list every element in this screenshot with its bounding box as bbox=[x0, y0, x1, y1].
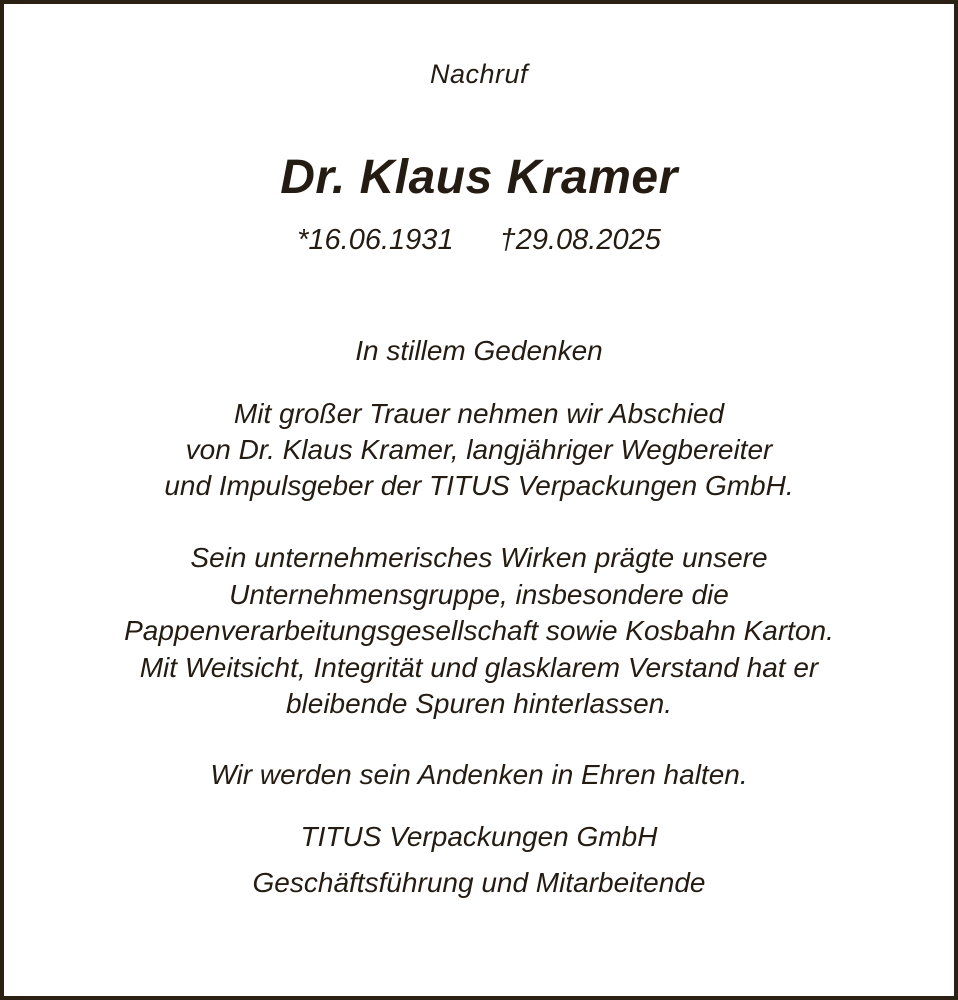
memorial-line: In stillem Gedenken bbox=[355, 335, 603, 366]
tribute-line: von Dr. Klaus Kramer, langjähriger Wegbereiter bbox=[185, 434, 773, 465]
closing-line: Wir werden sein Andenken in Ehren halten. bbox=[210, 758, 748, 790]
life-dates bbox=[4, 222, 954, 258]
legacy-line: Mit Weitsicht, Integrität und glasklarem Verstand hat er bbox=[139, 651, 819, 683]
tribute-line: und Impulsgeber der TITUS Verpackungen GmbH. bbox=[164, 470, 794, 501]
tribute-paragraph bbox=[4, 396, 954, 504]
death-date: †29.08.2025 bbox=[499, 224, 661, 256]
birth-date: *16.06.1931 bbox=[297, 224, 454, 256]
legacy-line: Pappenverarbeitungsgesellschaft sowie Kosbahn Karton. bbox=[124, 615, 834, 646]
signature-company: TITUS Verpackungen GmbH bbox=[300, 820, 658, 852]
legacy-line: Sein unternehmerisches Wirken prägte unsere bbox=[190, 542, 768, 573]
legacy-paragraph bbox=[4, 540, 954, 723]
signature-people: Geschäftsführung und Mitarbeitende bbox=[252, 866, 706, 898]
legacy-line: bleibende Spuren hinterlassen. bbox=[285, 688, 673, 719]
legacy-line: Unternehmensgruppe, insbesondere die bbox=[229, 578, 729, 610]
deceased-name: Dr. Klaus Kramer bbox=[280, 151, 678, 204]
notice-kicker: Nachruf bbox=[429, 59, 529, 89]
tribute-line: Mit großer Trauer nehmen wir Abschied bbox=[233, 398, 725, 429]
